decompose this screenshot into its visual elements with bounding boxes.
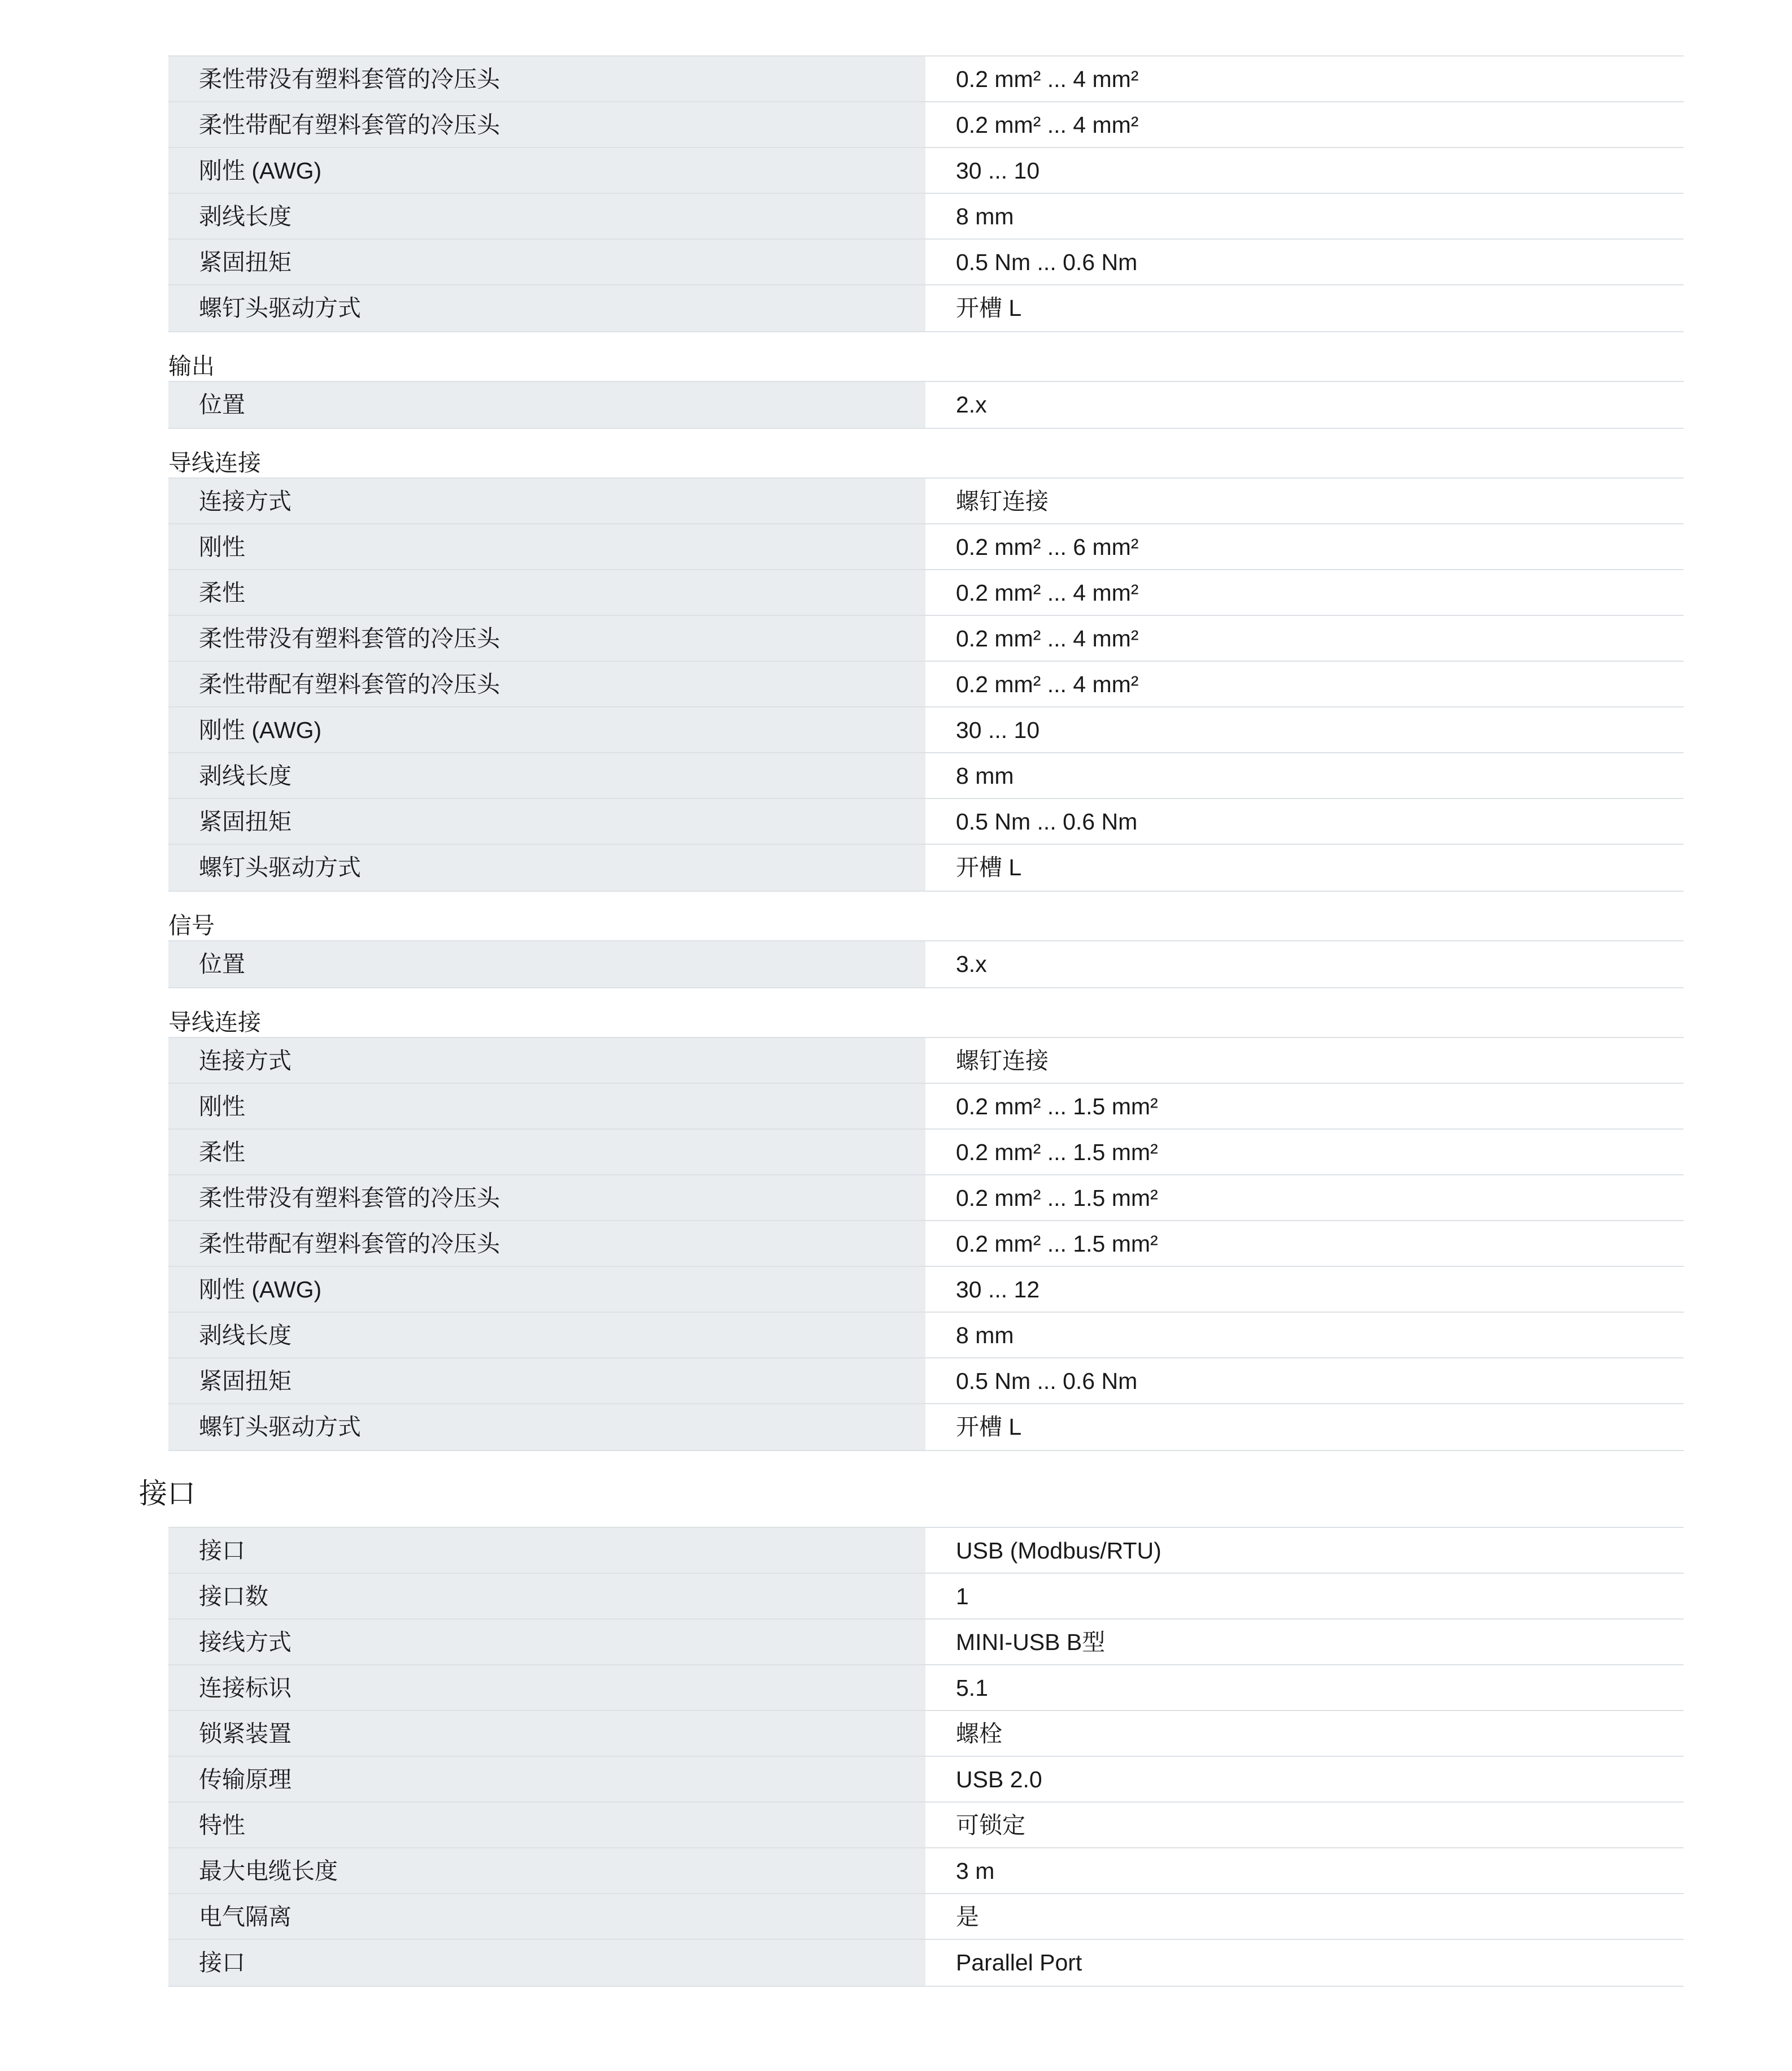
spec-row [168, 1618, 1684, 1665]
spec-value: 是 [925, 1894, 1684, 1940]
spec-value: 0.2 mm² ... 1.5 mm² [925, 1175, 1684, 1221]
spec-label: 连接方式 [168, 1038, 925, 1084]
spec-label: 柔性 [168, 570, 925, 616]
spec-value: 30 ... 10 [925, 148, 1684, 194]
spec-label: 柔性带配有塑料套管的冷压头 [168, 1221, 925, 1267]
spec-row [168, 798, 1684, 845]
spec-row [168, 940, 1684, 988]
spec-row [168, 1527, 1684, 1574]
spec-label: 连接方式 [168, 479, 925, 524]
spec-row [168, 1893, 1684, 1940]
spec-row [168, 1847, 1684, 1894]
spec-label: 柔性带没有塑料套管的冷压头 [168, 616, 925, 662]
spec-value: USB 2.0 [925, 1757, 1684, 1803]
spec-label: 剥线长度 [168, 753, 925, 799]
spec-label: 刚性 (AWG) [168, 707, 925, 753]
spec-row [168, 752, 1684, 799]
spec-value: 1 [925, 1574, 1684, 1620]
spec-value: 3 m [925, 1848, 1684, 1894]
spec-label: 刚性 [168, 1084, 925, 1130]
spec-label: 紧固扭矩 [168, 240, 925, 285]
spec-label: 柔性 [168, 1130, 925, 1175]
spec-row [168, 1312, 1684, 1358]
spec-label: 剥线长度 [168, 1313, 925, 1358]
group-heading: 导线连接 [168, 1009, 261, 1035]
group-heading: 输出 [168, 353, 215, 379]
spec-row [168, 381, 1684, 429]
spec-label: 传输原理 [168, 1757, 925, 1803]
spec-label: 特性 [168, 1803, 925, 1848]
spec-value: 螺栓 [925, 1711, 1684, 1757]
spec-row [168, 1710, 1684, 1757]
spec-label: 刚性 [168, 524, 925, 570]
spec-row [168, 615, 1684, 662]
spec-row [168, 1174, 1684, 1221]
spec-row [168, 238, 1684, 285]
spec-row [168, 147, 1684, 194]
spec-value: 0.2 mm² ... 4 mm² [925, 570, 1684, 616]
spec-row [168, 1357, 1684, 1404]
section-heading: 接口 [139, 1478, 195, 1509]
spec-value: 可锁定 [925, 1803, 1684, 1848]
spec-row [168, 193, 1684, 240]
spec-value: 0.5 Nm ... 0.6 Nm [925, 240, 1684, 285]
spec-label: 位置 [168, 382, 925, 428]
spec-row [168, 1037, 1684, 1084]
spec-value: MINI-USB B型 [925, 1620, 1684, 1665]
spec-label: 最大电缆长度 [168, 1848, 925, 1894]
spec-value: 开槽 L [925, 1404, 1684, 1450]
spec-value: 开槽 L [925, 845, 1684, 891]
spec-row [168, 55, 1684, 102]
spec-label: 接口数 [168, 1574, 925, 1620]
spec-row [168, 523, 1684, 570]
spec-value: 0.2 mm² ... 1.5 mm² [925, 1221, 1684, 1267]
spec-label: 螺钉头驱动方式 [168, 1404, 925, 1450]
spec-row [168, 1128, 1684, 1175]
spec-label: 柔性带没有塑料套管的冷压头 [168, 1175, 925, 1221]
spec-value: 8 mm [925, 1313, 1684, 1358]
spec-value: 8 mm [925, 194, 1684, 240]
group-heading: 导线连接 [168, 450, 261, 476]
spec-value: 螺钉连接 [925, 1038, 1684, 1084]
spec-row [168, 1573, 1684, 1620]
spec-value: 0.2 mm² ... 1.5 mm² [925, 1130, 1684, 1175]
spec-value: 0.2 mm² ... 1.5 mm² [925, 1084, 1684, 1130]
spec-value: 0.2 mm² ... 4 mm² [925, 57, 1684, 102]
spec-row [168, 1939, 1684, 1987]
spec-label: 接线方式 [168, 1620, 925, 1665]
spec-label: 电气隔离 [168, 1894, 925, 1940]
spec-row [168, 844, 1684, 892]
spec-value: Parallel Port [925, 1940, 1684, 1986]
spec-value: 0.2 mm² ... 4 mm² [925, 662, 1684, 707]
spec-label: 柔性带配有塑料套管的冷压头 [168, 662, 925, 707]
spec-label: 刚性 (AWG) [168, 1267, 925, 1313]
spec-label: 螺钉头驱动方式 [168, 285, 925, 331]
spec-value: 30 ... 12 [925, 1267, 1684, 1313]
spec-value: 0.2 mm² ... 4 mm² [925, 102, 1684, 148]
spec-label: 接口 [168, 1528, 925, 1574]
spec-row [168, 1403, 1684, 1451]
spec-row [168, 1801, 1684, 1848]
spec-value: USB (Modbus/RTU) [925, 1528, 1684, 1574]
spec-value: 3.x [925, 941, 1684, 987]
spec-value: 30 ... 10 [925, 707, 1684, 753]
spec-value: 螺钉连接 [925, 479, 1684, 524]
spec-label: 锁紧装置 [168, 1711, 925, 1757]
spec-row [168, 569, 1684, 616]
group-heading: 信号 [168, 913, 215, 939]
spec-value: 8 mm [925, 753, 1684, 799]
spec-value: 5.1 [925, 1665, 1684, 1711]
spec-label: 柔性带没有塑料套管的冷压头 [168, 57, 925, 102]
spec-value: 0.2 mm² ... 6 mm² [925, 524, 1684, 570]
spec-value: 开槽 L [925, 285, 1684, 331]
spec-row [168, 1083, 1684, 1130]
spec-value: 0.5 Nm ... 0.6 Nm [925, 1358, 1684, 1404]
spec-row [168, 284, 1684, 332]
spec-label: 刚性 (AWG) [168, 148, 925, 194]
spec-value: 2.x [925, 382, 1684, 428]
spec-label: 位置 [168, 941, 925, 987]
spec-label: 剥线长度 [168, 194, 925, 240]
spec-row [168, 477, 1684, 524]
spec-label: 接口 [168, 1940, 925, 1986]
spec-row [168, 706, 1684, 753]
spec-label: 紧固扭矩 [168, 1358, 925, 1404]
spec-row [168, 661, 1684, 707]
spec-value: 0.2 mm² ... 4 mm² [925, 616, 1684, 662]
spec-row [168, 1266, 1684, 1313]
spec-row [168, 1756, 1684, 1803]
spec-label: 螺钉头驱动方式 [168, 845, 925, 891]
spec-label: 紧固扭矩 [168, 799, 925, 845]
spec-row [168, 1220, 1684, 1267]
spec-row [168, 101, 1684, 148]
spec-value: 0.5 Nm ... 0.6 Nm [925, 799, 1684, 845]
spec-label: 柔性带配有塑料套管的冷压头 [168, 102, 925, 148]
spec-row [168, 1664, 1684, 1711]
spec-label: 连接标识 [168, 1665, 925, 1711]
